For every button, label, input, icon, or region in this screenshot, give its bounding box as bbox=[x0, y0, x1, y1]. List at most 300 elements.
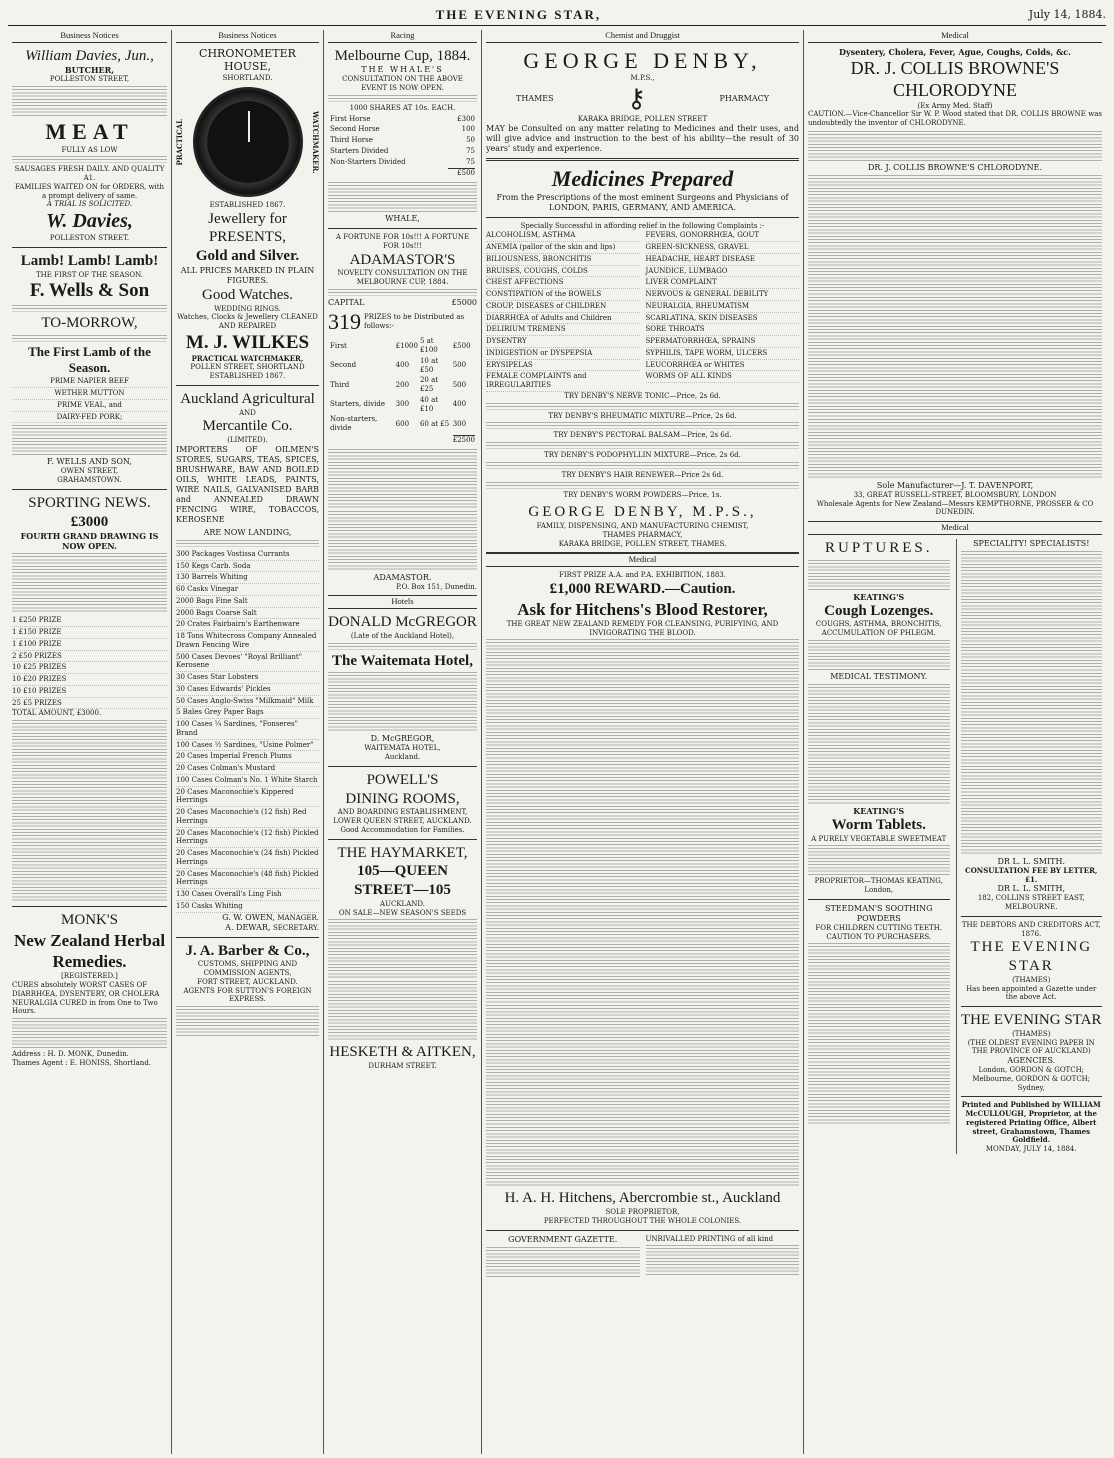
sporting-draw: FOURTH GRAND DRAWING IS NOW OPEN. bbox=[20, 531, 159, 552]
body-text bbox=[328, 449, 477, 509]
list-item: SPERMATORRHŒA, SPRAINS bbox=[646, 336, 800, 348]
table-row bbox=[330, 168, 475, 178]
ad-manager bbox=[176, 913, 319, 923]
ad-signature: ADAMASTOR. bbox=[373, 572, 432, 582]
body-text bbox=[486, 422, 799, 429]
ad-headline: Melbourne Cup, 1884. bbox=[334, 47, 471, 64]
ad-address: KARAKA BRIDGE, POLLEN STREET bbox=[577, 115, 708, 124]
body-text bbox=[808, 640, 950, 670]
list-item: 130 Barrels Whiting bbox=[176, 572, 319, 584]
section-header: Chemist and Druggist bbox=[486, 30, 799, 43]
list-item: 20 Cases Maconochie's (12 fish) Pickled Herrings bbox=[176, 828, 319, 849]
body-text bbox=[961, 551, 1103, 671]
ad-registered: [REGISTERED.] bbox=[61, 972, 118, 981]
ailments-right bbox=[646, 230, 800, 392]
list-item: BRUISES, COUGHS, COLDS bbox=[486, 266, 640, 278]
sporting-amount: £3000 bbox=[70, 513, 109, 530]
side-label: WATCHMAKER. bbox=[311, 110, 320, 174]
body-text bbox=[12, 553, 167, 613]
ad-sole: Sole Manufacturer—J. T. DAVENPORT, bbox=[876, 480, 1034, 490]
ad-address: DURHAM STREET. bbox=[368, 1062, 437, 1070]
list-item: SCARLATINA, SKIN DISEASES bbox=[646, 313, 800, 325]
section-header: Hotels bbox=[328, 595, 477, 609]
ad-name: DONALD McGREGOR bbox=[328, 614, 477, 630]
body-text bbox=[328, 919, 477, 979]
ad-fortune: A FORTUNE FOR 10s!!! A FORTUNE FOR 10s!!! bbox=[335, 233, 470, 250]
ad-es-thames: (THAMES) bbox=[1012, 1029, 1051, 1038]
footer-address: KARAKA BRIDGE, POLLEN STREET, THAMES. bbox=[558, 539, 727, 548]
secretary-name: A. DEWAR, bbox=[225, 922, 271, 932]
ad-sole-address: 33, GREAT RUSSELL-STREET, BLOOMSBURY, LONDON bbox=[853, 490, 1057, 499]
list-item: ANEMIA (pallor of the skin and lips) bbox=[486, 242, 640, 254]
medical-left bbox=[808, 539, 950, 1154]
list-item: WORMS OF ALL KINDS bbox=[646, 371, 800, 383]
list-item: 2000 Bags Fine Salt bbox=[176, 596, 319, 608]
body-text bbox=[961, 795, 1103, 855]
list-item: INDIGESTION or DYSPEPSIA bbox=[486, 348, 640, 360]
table-cell: Non-starters, divide bbox=[330, 415, 378, 433]
list-item: 1 £150 PRIZE bbox=[12, 627, 167, 639]
table-cell: Non-Starters Divided bbox=[330, 157, 406, 166]
ad-note: Good Accommodation for Families. bbox=[340, 825, 465, 834]
ad-es: THE EVENING STAR bbox=[970, 939, 1093, 974]
body-text bbox=[328, 182, 477, 212]
body-text bbox=[808, 943, 950, 1063]
ad-headline: RUPTURES. bbox=[825, 539, 933, 556]
table-cell: 300 bbox=[395, 400, 410, 409]
body-text bbox=[486, 1005, 799, 1125]
ailments-left bbox=[486, 230, 640, 392]
prize-follow: PRIZES to be Distributed as follows:- bbox=[364, 312, 465, 330]
table-cell: £500 bbox=[452, 341, 471, 350]
prize-list bbox=[12, 615, 167, 709]
list-item: 100 Cases ½ Sardines, "Usine Polmer" bbox=[176, 740, 319, 752]
goods-list bbox=[176, 549, 319, 913]
ad-importers: IMPORTERS OF OILMEN'S STORES, SUGARS, TEAS, SPICES, BRUSHWARE, BAW AND BOILED OILS, WHITE LEADS, PAINTS, WIRE NAILS, GALVANISED BARB and ANNEALED DRAWN FENCING WIRE, TOBACCOS, KEROSENE bbox=[176, 444, 319, 524]
table-cell: 75 bbox=[466, 157, 475, 166]
ad-place: SHORTLAND. bbox=[222, 74, 273, 83]
list-item: DELIRIUM TREMENS bbox=[486, 324, 640, 336]
table-cell: 20 at £25 bbox=[419, 376, 439, 394]
ad-headline: MEAT bbox=[45, 119, 134, 145]
section-header: Business Notices bbox=[176, 30, 319, 43]
body-text bbox=[328, 981, 477, 1041]
tonic: TRY DENBY'S WORM POWDERS—Price, 1s. bbox=[563, 490, 722, 499]
footer-sub: FAMILY, DISPENSING, AND MANUFACTURING CHEMIST, bbox=[536, 522, 749, 531]
ad-address: 182, COLLINS STREET EAST, MELBOURNE. bbox=[977, 894, 1085, 911]
list-item: 20 Cases Maconochie's (48 fish) Pickled Herrings bbox=[176, 869, 319, 890]
section-header: Medical bbox=[486, 552, 799, 567]
list-item: 10 £10 PRIZES bbox=[12, 686, 167, 698]
table-cell: 60 at £5 bbox=[419, 419, 450, 428]
tonic: TRY DENBY'S NERVE TONIC—Price, 2s 6d. bbox=[564, 391, 721, 400]
list-item: 20 Cases Colman's Mustard bbox=[176, 763, 319, 775]
ad-trade: BUTCHER, bbox=[64, 65, 115, 76]
list-item: 25 £5 PRIZES bbox=[12, 698, 167, 710]
table-cell: £1000 bbox=[395, 341, 418, 350]
ad-army: (Ex Army Med. Staff) bbox=[917, 101, 993, 110]
ad-address: POLLESTON STREET, bbox=[49, 75, 130, 84]
ad-families: FAMILIES WAITED ON for ORDERS, with a prompt delivery of same. bbox=[14, 182, 165, 200]
gazette-title: GOVERNMENT GAZETTE. bbox=[508, 1234, 618, 1244]
ad-headline: Worm Tablets. bbox=[831, 816, 926, 833]
section-header: Medical bbox=[808, 521, 1102, 535]
table-cell: Second bbox=[330, 361, 357, 370]
established: ESTABLISHED 1867. bbox=[209, 200, 286, 209]
table-cell: Third Horse bbox=[330, 136, 373, 145]
body-text bbox=[486, 403, 799, 410]
clock-row bbox=[176, 83, 319, 201]
ad-whale-address: WHALE, bbox=[385, 214, 420, 224]
ad-caution: CAUTION.—Vice-Chancellor Sir W. P. Wood stated that DR. COLLIS BROWNE was undoubtedly the inventor of CHLORODYNE. bbox=[808, 110, 1102, 128]
ad-sub: AND BOARDING ESTABLISHMENT, bbox=[337, 808, 468, 817]
body-text bbox=[486, 639, 799, 759]
list-item: 300 Packages Vostissa Currants bbox=[176, 549, 319, 561]
pharmacy-right: PHARMACY bbox=[719, 94, 769, 104]
table-cell: 5 at £100 bbox=[419, 337, 438, 355]
ad-name: William Davies, Jun., bbox=[25, 47, 154, 64]
list-item: WETHER MUTTON bbox=[12, 388, 167, 400]
manager-role: MANAGER. bbox=[277, 913, 319, 922]
list-item: CHEST AFFECTIONS bbox=[486, 277, 640, 289]
ad-fee: CONSULTATION FEE BY LETTER, £1. bbox=[965, 865, 1098, 884]
table-row bbox=[330, 136, 475, 145]
list-item: PRIME NAPIER BEEF bbox=[12, 376, 167, 388]
body-text bbox=[961, 673, 1103, 793]
body-text bbox=[808, 684, 950, 804]
table-total: £500 bbox=[448, 168, 475, 178]
body-text bbox=[12, 1018, 167, 1048]
list-item: FEVERS, GONORRHŒA, GOUT bbox=[646, 230, 800, 242]
ad-sub: CUSTOMS, SHIPPING AND COMMISSION AGENTS, bbox=[197, 960, 298, 978]
ad-specially: Specially Successful in affording relief in the following Complaints :- bbox=[520, 221, 765, 230]
prize-count bbox=[328, 308, 477, 336]
ad-headline: Cough Lozenges. bbox=[824, 602, 934, 619]
footer-thames: THAMES PHARMACY, bbox=[602, 530, 683, 539]
list-item: LIVER COMPLAINT bbox=[646, 277, 800, 289]
body-text bbox=[486, 761, 799, 881]
table-cell: 300 bbox=[452, 419, 467, 428]
ad-keating: KEATING'S bbox=[853, 591, 905, 602]
list-item: PRIME VEAL, and bbox=[12, 400, 167, 412]
body-text bbox=[808, 175, 1102, 295]
ad-whale: THE WHALE'S bbox=[361, 65, 444, 75]
column-4 bbox=[482, 30, 804, 1454]
imprint: Printed and Published by WILLIAM McCULLOUGH, Proprietor, at the registered Printing Office, Albert street, Grahamstown, Thames Goldfield. bbox=[961, 1100, 1101, 1145]
ad-name: MONK'S bbox=[61, 912, 118, 929]
medical-right bbox=[956, 539, 1103, 1154]
ad-headline: Lamb! Lamb! Lamb! bbox=[20, 252, 159, 269]
body-text bbox=[12, 842, 167, 902]
list-item: 20 Cases Maconochie's (24 fish) Pickled Herrings bbox=[176, 848, 319, 869]
ad-headline: New Zealand Herbal Remedies. bbox=[13, 930, 166, 972]
body-text bbox=[12, 425, 167, 455]
pharmacy-left: THAMES bbox=[516, 94, 554, 104]
secretary-role: SECRETARY. bbox=[273, 923, 319, 932]
ad-secretary bbox=[176, 923, 319, 933]
ad-from: From the Prescriptions of the most eminent Surgeons and Physicians of bbox=[496, 192, 789, 202]
table-row bbox=[330, 147, 475, 156]
list-item: DYSENTRY bbox=[486, 336, 640, 348]
ad-sub: THE FIRST OF THE SEASON. bbox=[35, 270, 144, 279]
section-header: Business Notices bbox=[12, 30, 167, 43]
tonic: TRY DENBY'S PECTORAL BALSAM—Price, 2s 6d. bbox=[553, 431, 732, 440]
body-text bbox=[808, 1065, 950, 1125]
ad-name: F. Wells & Son bbox=[29, 280, 150, 302]
tonic: TRY DENBY'S HAIR RENEWER—Price 2s 6d. bbox=[561, 470, 724, 479]
body-text bbox=[486, 462, 799, 469]
ad-cities: LONDON, PARIS, GERMANY, AND AMERICA. bbox=[548, 202, 737, 212]
table-cell: Starters Divided bbox=[330, 146, 389, 155]
list-item: 20 Cases Maconochie's Kippered Herrings bbox=[176, 787, 319, 808]
body-text bbox=[12, 86, 167, 116]
table-cell: £300 bbox=[457, 114, 475, 123]
list-item: 150 Kegs Carb. Soda bbox=[176, 561, 319, 573]
ad-headline: STEEDMAN'S SOOTHING POWDERS bbox=[824, 903, 933, 923]
table-cell: 500 bbox=[452, 380, 467, 389]
body-text bbox=[646, 1245, 800, 1275]
gazette-box bbox=[486, 1235, 640, 1279]
ad-address: FORT STREET, AUCKLAND. bbox=[197, 977, 298, 986]
sporting-header: SPORTING NEWS. bbox=[28, 494, 151, 511]
ad-sub: FULLY AS LOW bbox=[61, 145, 118, 154]
ad-consult: MAY be Consulted on any matter relating to Medicines and their uses, and will give advice and instruction to the best of his ability—the result of 30 years' study and experience. bbox=[486, 124, 799, 154]
table-cell: 400 bbox=[395, 361, 410, 370]
table-cell: 100 bbox=[461, 125, 475, 134]
ad-es-thames: (THAMES) bbox=[1012, 975, 1051, 984]
table-row bbox=[330, 376, 475, 394]
ad-address: 105—QUEEN STREET—105 bbox=[354, 863, 451, 898]
ad-es-oldest: (THE OLDEST EVENING PAPER IN THE PROVINCE OF AUCKLAND) bbox=[967, 1038, 1095, 1056]
table-row bbox=[330, 125, 475, 134]
capital-value: £5000 bbox=[451, 297, 477, 307]
list-item: 60 Casks Vinegar bbox=[176, 584, 319, 596]
table-row bbox=[330, 337, 475, 355]
body-text bbox=[808, 131, 1102, 161]
ad-trial: A TRIAL IS SOLICITED. bbox=[46, 200, 133, 209]
ailments bbox=[486, 230, 799, 392]
table-cell: First bbox=[330, 341, 347, 350]
ad-headline: The Waitemata Hotel, bbox=[332, 652, 473, 669]
hitchens-sub: SOLE PROPRIETOR, bbox=[605, 1208, 680, 1216]
prize-total: TOTAL AMOUNT, £3000. bbox=[12, 709, 102, 718]
list-item: GREEN-SICKNESS, GRAVEL bbox=[646, 242, 800, 254]
list-item: 100 Cases Colman's No. 1 White Starch bbox=[176, 775, 319, 787]
body-text bbox=[808, 419, 1102, 479]
table-cell: 75 bbox=[466, 146, 475, 155]
ad-limited: (LIMITED). bbox=[227, 436, 268, 445]
ad-headline: THE HAYMARKET, bbox=[337, 844, 468, 861]
ad-headline: Mercantile Co. bbox=[202, 418, 293, 435]
ad-trade: PRACTICAL WATCHMAKER, bbox=[191, 353, 304, 363]
table-cell: 500 bbox=[452, 361, 467, 370]
ad-sub: NOVELTY CONSULTATION ON THE MELBOURNE CUP, 1884. bbox=[337, 269, 468, 287]
body-text bbox=[486, 883, 799, 1003]
section-header: Medical bbox=[808, 30, 1102, 43]
ad-worm-sub: A PURELY VEGETABLE SWEETMEAT bbox=[811, 834, 947, 843]
ad-landing: ARE NOW LANDING, bbox=[203, 527, 292, 537]
ad-name: HESKETH & AITKEN, bbox=[329, 1044, 476, 1061]
ad-address: LOWER QUEEN STREET, AUCKLAND. bbox=[333, 817, 472, 825]
list-item: 500 Cases Devoes' "Royal Brilliant" Kerosene bbox=[176, 652, 319, 673]
table-cell: 40 at £10 bbox=[419, 395, 439, 413]
ad-repaired: Watches, Clocks & Jewellery CLEANED AND REPAIRED bbox=[177, 313, 318, 331]
ad-headline: Medicines Prepared bbox=[551, 166, 734, 192]
body-text bbox=[12, 156, 167, 163]
column-2 bbox=[172, 30, 324, 1454]
body-text bbox=[12, 720, 167, 840]
prize-number: 319 bbox=[328, 308, 361, 334]
ad-prize: FIRST PRIZE A.A. and P.A. EXHIBITION, 1883. bbox=[559, 571, 726, 579]
ad-sub: THE GREAT NEW ZEALAND REMEDY FOR CLEANSING, PURIFYING, AND INVIGORATING THE BLOOD. bbox=[506, 619, 779, 637]
ad-signature: F. WELLS AND SON, bbox=[47, 457, 132, 467]
ad-credentials: M.P.S., bbox=[630, 74, 655, 83]
table-cell: 600 bbox=[395, 419, 410, 428]
ad-es: THE EVENING STAR bbox=[961, 1012, 1102, 1028]
list-item: CROUP, DISEASES of CHILDREN bbox=[486, 301, 640, 313]
ad-address: POLLEN STREET, SHORTLAND bbox=[190, 363, 305, 372]
table-row bbox=[330, 415, 475, 433]
body-text bbox=[328, 511, 477, 571]
list-item: 20 Crates Fairbairn's Earthenware bbox=[176, 619, 319, 631]
list-item: 10 £20 PRIZES bbox=[12, 674, 167, 686]
body-text bbox=[176, 1006, 319, 1036]
list-item: BILIOUSNESS, BRONCHITIS bbox=[486, 254, 640, 266]
table-cell: 50 bbox=[466, 136, 475, 145]
ad-reward: £1,000 REWARD.—Caution. bbox=[549, 580, 736, 597]
ad-sale: ON SALE—NEW SEASON'S SEEDS bbox=[338, 908, 467, 917]
ad-signature: WAITEMATA HOTEL, bbox=[364, 744, 441, 753]
ad-rings: WEDDING RINGS. bbox=[214, 304, 281, 313]
list-item: 18 Tons Whitecross Company Annealed Drawn Fencing Wire bbox=[176, 631, 319, 652]
list-item: 10 £25 PRIZES bbox=[12, 662, 167, 674]
ad-signature: D. McGREGOR, bbox=[370, 734, 435, 744]
ad-city: AUCKLAND. bbox=[380, 899, 425, 908]
list-item: SORE THROATS bbox=[646, 324, 800, 336]
ad-sausages: SAUSAGES FRESH DAILY. AND QUALITY A1. bbox=[14, 165, 165, 183]
ad-sub: FOR CHILDREN CUTTING TEETH. bbox=[815, 923, 943, 932]
printing-box bbox=[646, 1235, 800, 1279]
list-item: HEADACHE, HEART DISEASE bbox=[646, 254, 800, 266]
body-text bbox=[328, 672, 477, 732]
table-row bbox=[330, 115, 475, 124]
ad-shares: 1000 SHARES AT 10s. EACH. bbox=[349, 103, 456, 112]
ad-signature-address: POLLESTON STREET. bbox=[49, 234, 130, 243]
section-header: Racing bbox=[328, 30, 477, 43]
ad-testimony: MEDICAL TESTIMONY. bbox=[830, 671, 928, 681]
ad-headline: Ask for Hitchens's Blood Restorer, bbox=[517, 599, 768, 619]
list-item: 50 Cases Anglo-Swiss "Milkmaid" Milk bbox=[176, 696, 319, 708]
newspaper-page bbox=[8, 30, 1106, 1454]
list-item: SYPHILIS, TAPE WORM, ULCERS bbox=[646, 348, 800, 360]
ad-name: J. A. Barber & Co., bbox=[185, 942, 310, 959]
ad-name: DR L. L. SMITH, bbox=[997, 884, 1065, 894]
ad-jewellery: Jewellery for PRESENTS, bbox=[208, 210, 287, 246]
body-text bbox=[486, 482, 799, 489]
footer-name: GEORGE DENBY, M.P.S., bbox=[528, 504, 757, 521]
ad-headline: DR. J. COLLIS BROWNE'S CHLORODYNE. bbox=[867, 162, 1043, 172]
list-item: 20 Cases Maconochie's (12 fish) Red Herrings bbox=[176, 807, 319, 828]
list-item: CONSTIPATION of the BOWELS bbox=[486, 289, 640, 301]
capital-label: CAPITAL bbox=[328, 297, 365, 307]
body-text bbox=[486, 1127, 799, 1187]
ada-prize-table bbox=[328, 335, 477, 446]
pharmacy-row bbox=[486, 83, 799, 116]
body-text bbox=[328, 289, 477, 296]
list-item: LEUCORRHŒA or WHITES bbox=[646, 360, 800, 372]
ad-lozenges-list: COUGHS, ASTHMA, BRONCHITIS, ACCUMULATION OF PHLEGM. bbox=[815, 620, 942, 637]
list-item: 30 Cases Star Lobsters bbox=[176, 672, 319, 684]
ad-late: (Late of the Auckland Hotel), bbox=[350, 631, 455, 640]
manager-name: G. W. OWEN, bbox=[222, 912, 275, 922]
ad-cures: CURES absolutely WORST CASES OF DIARRHŒA, DYSENTERY, OR CHOLERA bbox=[12, 981, 160, 998]
body-text bbox=[176, 540, 319, 547]
meat-list bbox=[12, 376, 167, 423]
list-item: 1 £100 PRIZE bbox=[12, 639, 167, 651]
list-item: NERVOUS & GENERAL DEBILITY bbox=[646, 289, 800, 301]
list-item: 2 £50 PRIZES bbox=[12, 651, 167, 663]
table-row bbox=[330, 357, 475, 375]
ad-caution: CAUTION TO PURCHASERS. bbox=[826, 932, 932, 941]
ad-name: DR L. L. SMITH. bbox=[997, 856, 1065, 866]
clock-illustration bbox=[193, 87, 303, 197]
ad-tomorrow: TO-MORROW, bbox=[41, 315, 138, 332]
ad-prices: ALL PRICES MARKED IN PLAIN FIGURES. bbox=[180, 265, 315, 285]
table-cell: First Horse bbox=[330, 114, 371, 123]
ad-keating: KEATING'S bbox=[853, 805, 905, 816]
table-cell: Starters, divide bbox=[330, 400, 386, 409]
ad-dysentery: Dysentery, Cholera, Fever, Ague, Coughs, Colds, &c. bbox=[839, 46, 1071, 57]
ad-signature-address: GRAHAMSTOWN. bbox=[57, 476, 122, 485]
table-cell: 200 bbox=[395, 380, 410, 389]
ad-headline: SPECIALITY! SPECIALISTS! bbox=[973, 538, 1090, 548]
column-5 bbox=[804, 30, 1106, 1454]
ad-lamb: The First Lamb of the Season. bbox=[28, 343, 151, 376]
side-label: PRACTICAL bbox=[175, 118, 184, 166]
ad-name: POWELL'S bbox=[366, 771, 439, 788]
body-text bbox=[328, 95, 477, 102]
list-item: ALCOHOLISM, ASTHMA bbox=[486, 230, 640, 242]
list-item: 5 Bales Grey Paper Bags bbox=[176, 707, 319, 719]
ad-neuralgia: NEURALGIA CURED in from One to Two Hours. bbox=[12, 998, 158, 1016]
body-text bbox=[12, 335, 167, 342]
list-item: DAIRY-FED PORK; bbox=[12, 412, 167, 424]
ad-signature: Auckland. bbox=[384, 753, 421, 761]
newspaper-title: THE EVENING STAR, bbox=[435, 6, 602, 22]
list-item: FEMALE COMPLAINTS and IRREGULARITIES bbox=[486, 371, 640, 392]
body-text bbox=[12, 305, 167, 312]
ad-agents: AGENTS FOR SUTTON'S FOREIGN EXPRESS. bbox=[183, 986, 312, 1004]
tonic: TRY DENBY'S RHEUMATIC MIXTURE—Price, 2s 6d. bbox=[548, 411, 737, 420]
list-item: 1 £250 PRIZE bbox=[12, 615, 167, 627]
column-1 bbox=[8, 30, 172, 1454]
list-item: ERYSIPELAS bbox=[486, 360, 640, 372]
ad-headline: ADAMASTOR'S bbox=[349, 251, 456, 268]
capital-row bbox=[328, 298, 477, 308]
body-text bbox=[486, 1247, 640, 1277]
ad-agent: Thames Agent : E. HONISS, Shortland. bbox=[12, 1058, 152, 1067]
list-item: NEURALGIA, RHEUMATISM bbox=[646, 301, 800, 313]
list-item: 130 Cases Overall's Ling Fish bbox=[176, 889, 319, 901]
column-3 bbox=[324, 30, 482, 1454]
established: ESTABLISHED 1867. bbox=[209, 372, 286, 381]
list-item: JAUNDICE, LUMBAGO bbox=[646, 266, 800, 278]
hitchens-sub2: PERFECTED THROUGHOUT THE WHOLE COLONIES. bbox=[543, 1216, 742, 1225]
body-text bbox=[486, 442, 799, 449]
table-cell: Third bbox=[330, 380, 350, 389]
body-text bbox=[328, 643, 477, 650]
list-item: 2000 Bags Coarse Salt bbox=[176, 608, 319, 620]
